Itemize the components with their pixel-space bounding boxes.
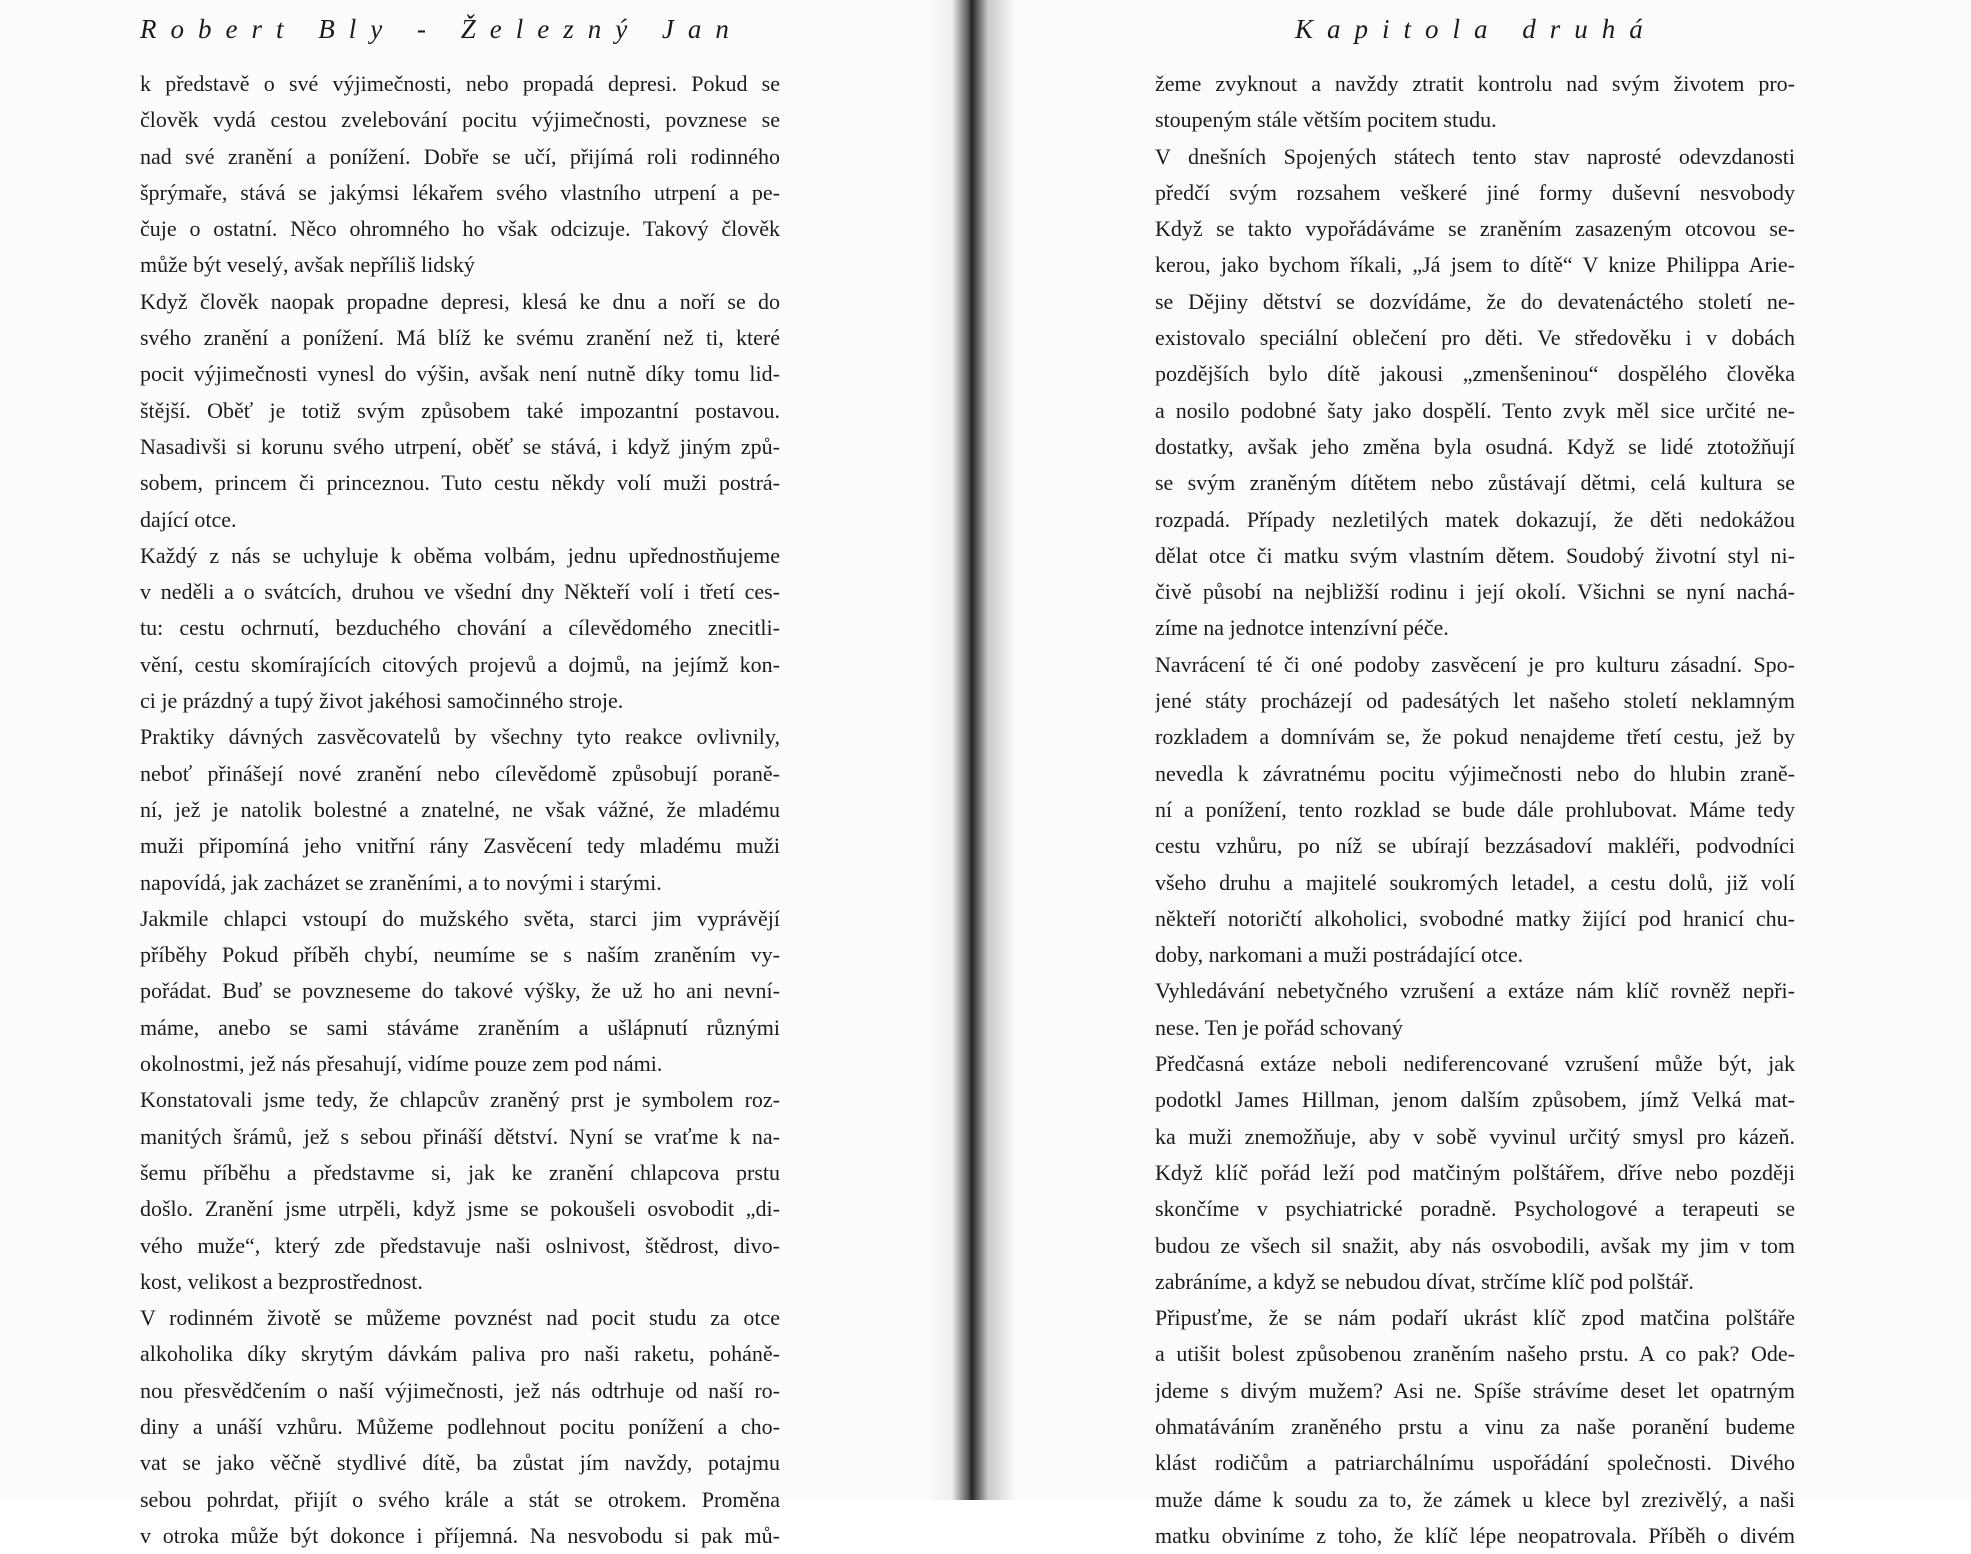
text-line: a utišit bolest způsobenou zraněním našeho prstu. A co pak? Ode-	[1155, 1341, 1795, 1367]
text-line: existovalo speciální oblečení pro děti. Ve středověku i v dobách	[1155, 325, 1795, 351]
text-line: se svým zraněným dítětem nebo zůstávají dětmi, celá kultura se	[1155, 470, 1795, 496]
text-line: svého zranění a ponížení. Má blíž ke svému zranění než ti, které	[140, 325, 780, 351]
text-line: Nasadivši si korunu svého utrpení, oběť se stává, i když jiným způ-	[140, 433, 780, 459]
text-line: pocit výjimečnosti vynesl do výšin, avšak není nutně díky tomu lid-	[140, 361, 780, 387]
text-line: čivě působí na nejbližší rodinu i její okolí. Všichni se nyní nachá-	[1155, 579, 1795, 605]
text-line: rozkladem a domnívám se, že pokud nenajdeme třetí cestu, jež by	[1155, 724, 1795, 750]
text-line: podotkl James Hillman, jenom dalším způsobem, jímž Velká mat-	[1155, 1087, 1795, 1113]
text-line: zíme na jednotce intenzívní péče.	[1155, 615, 1449, 641]
text-line: ohmatáváním zraněného prstu a vinu za naše poranění budeme	[1155, 1413, 1795, 1439]
text-line: Předčasná extáze neboli nediferencované vzrušení může být, jak	[1155, 1051, 1795, 1077]
text-line: došlo. Zranění jsme utrpěli, když jsme se pokoušeli osvobodit „di-	[140, 1196, 780, 1222]
text-line: Když se takto vypořádáváme se zraněním zasazeným otcovou se-	[1155, 216, 1795, 242]
text-line: muži připomíná jeho vnitřní rány Zasvěcení tedy mladému muži	[140, 833, 780, 859]
text-line: vění, cestu skomírajících citových projevů a dojmů, na jejímž kon-	[140, 651, 780, 677]
text-line: máme, anebo se sami stáváme zraněním a ušlápnutí různými	[140, 1014, 780, 1040]
right-running-head: Kapitola druhá	[1295, 14, 1657, 44]
text-line: žeme zvyknout a navždy ztratit kontrolu nad svým životem pro-	[1155, 71, 1795, 96]
text-line: šemu příběhu a představme si, jak ke zranění chlapcova prstu	[140, 1159, 780, 1185]
text-line: sebou pohrdat, přijít o svého krále a stát se otrokem. Proměna	[140, 1486, 780, 1512]
text-line: matku obviníme z toho, že klíč lépe neopatrovala. Příběh o divém	[1155, 1522, 1795, 1548]
text-line: a nosilo podobné šaty jako dospělí. Tento zvyk měl sice určité ne-	[1155, 397, 1795, 423]
text-line: nese. Ten je pořád schovaný	[1155, 1014, 1403, 1040]
text-line: příběhy Pokud příběh chybí, neumíme se s naším zraněním vy-	[140, 942, 780, 968]
left-running-head: Robert Bly - Železný Jan	[140, 14, 743, 44]
text-line: Když člověk naopak propadne depresi, klesá ke dnu a noří se do	[140, 288, 780, 314]
right-page	[975, 0, 1971, 1548]
text-line: v neděli a o svátcích, druhou ve všední dny Někteří volí i třetí ces-	[140, 579, 780, 605]
text-line: jené státy procházejí od padesátých let našeho století neklamným	[1155, 688, 1795, 714]
text-line: se Dějiny dětství se dozvídáme, že do devatenáctého století ne-	[1155, 288, 1795, 314]
text-line: nevedla k závratnému pocitu výjimečnosti nebo do hlubin zraně-	[1155, 760, 1795, 786]
text-line: někteří notoričtí alkoholici, svobodné matky žijící pod hranicí chu-	[1155, 905, 1795, 931]
text-line: Vyhledávání nebetyčného vzrušení a extáze nám klíč rovněž nepři-	[1155, 978, 1795, 1004]
left-page	[0, 0, 955, 1548]
text-line: všeho druhu a majitelé soukromých letadel, a cestu dolů, již volí	[1155, 869, 1795, 895]
text-line: ci je prázdný a tupý život jakéhosi samočinného stroje.	[140, 688, 624, 714]
text-line: dostatky, avšak jeho změna byla osudná. Když se lidé ztotožňují	[1155, 433, 1795, 459]
text-line: v otroka může být dokonce i příjemná. Na nesvobodu si pak mů-	[140, 1522, 780, 1548]
text-line: Jakmile chlapci vstoupí do mužského světa, starci jim vyprávějí	[140, 905, 780, 931]
text-line: tu: cestu ochrnutí, bezduchého chování a cílevědomého znecitli-	[140, 615, 780, 641]
text-line: alkoholika díky skrytým dávkám paliva pro naši raketu, poháně-	[140, 1341, 780, 1367]
text-line: Praktiky dávných zasvěcovatelů by všechny tyto reakce ovlivnily,	[140, 724, 780, 750]
text-line: zabráníme, a když se nebudou dívat, strčíme klíč pod polštář.	[1155, 1268, 1694, 1294]
text-line: muže dáme k soudu za to, že zámek u klece byl zrezivělý, a naši	[1155, 1486, 1795, 1512]
text-line: Konstatovali jsme tedy, že chlapcův zraněný prst je symbolem roz-	[140, 1087, 780, 1113]
text-line: člověk vydá cestou zvelebování pocitu výjimečnosti, povznese se	[140, 107, 780, 133]
text-line: k představě o své výjimečnosti, nebo propadá depresi. Pokud se	[140, 71, 780, 96]
right-page-text	[1155, 66, 1795, 1554]
text-line: vat se jako věčně stydlivé dítě, ba zůstat jím navždy, potajmu	[140, 1450, 780, 1476]
text-line: cestu vzhůru, po níž se ubírají bezzásadoví makléři, podvodníci	[1155, 833, 1795, 859]
text-line: neboť přinášejí nové zranění nebo cílevědomě způsobují poraně-	[140, 760, 780, 786]
text-line: štější. Oběť je totiž svým způsobem také impozantní postavou.	[140, 397, 780, 423]
text-line: klást rodičům a patriarchálnímu uspořádání společnosti. Divého	[1155, 1450, 1795, 1476]
text-line: V dnešních Spojených státech tento stav naprosté odevzdanosti	[1155, 143, 1795, 169]
text-line: nad své zranění a ponížení. Dobře se učí, přijímá roli rodinného	[140, 143, 780, 169]
text-line: manitých šrámů, jež s sebou přináší dětství. Nyní se vraťme k na-	[140, 1123, 780, 1149]
book-gutter-shadow	[925, 0, 1015, 1500]
text-line: napovídá, jak zacházet se zraněními, a to novými i starými.	[140, 869, 662, 895]
text-line: kost, velikost a bezprostřednost.	[140, 1268, 423, 1294]
text-line: nou přesvědčením o naší výjimečnosti, jež nás odtrhuje od naší ro-	[140, 1377, 780, 1403]
left-page-text	[140, 66, 780, 1554]
text-line: čuje o ostatní. Něco ohromného ho však odcizuje. Takový člověk	[140, 216, 780, 242]
text-line: může být veselý, avšak nepříliš lidský	[140, 252, 475, 278]
text-line: Připusťme, že se nám podaří ukrást klíč zpod matčina polštáře	[1155, 1305, 1795, 1331]
text-line: vého muže“, který zde představuje naši oslnivost, štědrost, divo-	[140, 1232, 780, 1258]
text-line: Když klíč pořád leží pod matčiným polštářem, dříve nebo později	[1155, 1159, 1795, 1185]
text-line: Každý z nás se uchyluje k oběma volbám, jednu upřednostňujeme	[140, 542, 780, 568]
text-line: diny a unáší vzhůru. Můžeme podlehnout pocitu ponížení a cho-	[140, 1413, 780, 1439]
text-line: stoupeným stále větším pocitem studu.	[1155, 107, 1497, 133]
text-line: skončíme v psychiatrické poradně. Psychologové a terapeuti se	[1155, 1196, 1795, 1222]
text-line: ní a ponížení, tento rozklad se bude dále prohlubovat. Máme tedy	[1155, 796, 1795, 822]
text-line: budou ze všech sil snažit, aby nás osvobodili, avšak my jim v tom	[1155, 1232, 1795, 1258]
text-line: pozdějších bylo dítě jakousi „zmenšeninou“ dospělého člověka	[1155, 361, 1795, 387]
text-line: dělat otce či matku svým vlastním dětem. Soudobý životní styl ni-	[1155, 542, 1795, 568]
text-line: pořádat. Buď se povzneseme do takové výšky, že už ho ani nevní-	[140, 978, 780, 1004]
text-line: ka muži znemožňuje, aby v sobě vyvinul určitý smysl pro kázeň.	[1155, 1123, 1795, 1149]
text-line: ní, jež je natolik bolestné a znatelné, ne však vážné, že mladému	[140, 796, 780, 822]
text-line: předčí svým rozsahem veškeré jiné formy duševní nesvobody	[1155, 179, 1795, 205]
text-line: Navrácení té či oné podoby zasvěcení je pro kulturu zásadní. Spo-	[1155, 651, 1795, 677]
text-line: jdeme s divým mužem? Asi ne. Spíše strávíme deset let opatrným	[1155, 1377, 1795, 1403]
text-line: doby, narkomani a muži postrádající otce.	[1155, 942, 1524, 968]
text-line: V rodinném životě se můžeme povznést nad pocit studu za otce	[140, 1305, 780, 1331]
text-line: šprýmaře, stává se jakýmsi lékařem svého vlastního utrpení a pe-	[140, 179, 780, 205]
text-line: rozpadá. Případy nezletilých matek dokazují, že děti nedokážou	[1155, 506, 1795, 532]
text-line: kerou, jako bychom říkali, „Já jsem to dítě“ V knize Philippa Arie-	[1155, 252, 1795, 278]
text-line: sobem, princem či princeznou. Tuto cestu někdy volí muži postrá-	[140, 470, 780, 496]
text-line: okolnostmi, jež nás přesahují, vidíme pouze zem pod námi.	[140, 1051, 663, 1077]
text-line: dající otce.	[140, 506, 237, 532]
